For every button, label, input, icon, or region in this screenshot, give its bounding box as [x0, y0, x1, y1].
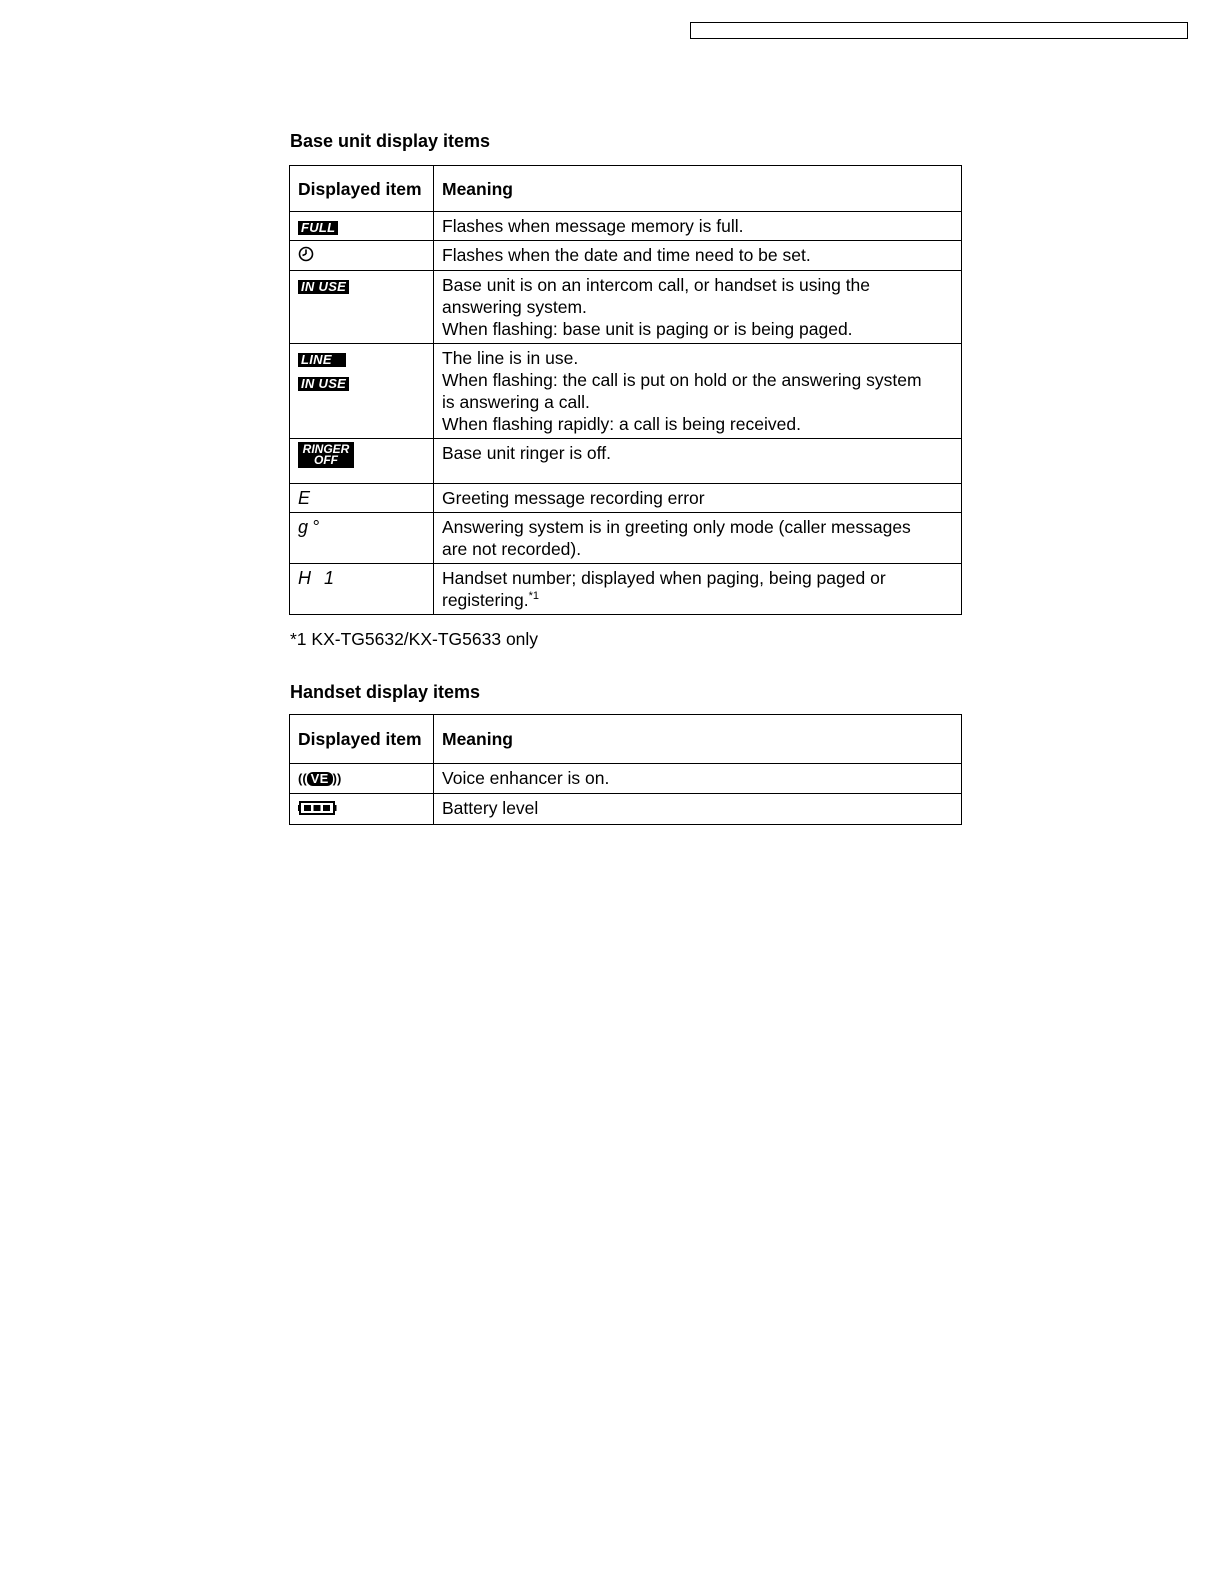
ringer-off-icon	[298, 442, 354, 468]
error-e-icon: E	[298, 488, 315, 509]
meaning-text: When flashing: the call is put on hold or the answering system	[442, 370, 922, 391]
meaning-text: Base unit is on an intercom call, or handset is using the	[442, 275, 871, 296]
table-row	[290, 764, 962, 794]
meaning-text: are not recorded).	[442, 539, 582, 560]
meaning-text: Base unit ringer is off.	[442, 443, 611, 464]
table-row	[290, 241, 962, 271]
table-row	[290, 484, 962, 513]
ve-badge: VE	[307, 772, 333, 786]
ringer-label: RINGER	[302, 442, 350, 457]
footnote-ref: *1	[528, 590, 539, 603]
battery-icon	[298, 799, 338, 821]
table-row	[290, 794, 962, 824]
clock-icon	[298, 245, 314, 267]
meaning-text	[442, 589, 953, 611]
in-use-icon: IN USE	[298, 280, 349, 294]
meaning-text-part: registering.	[442, 590, 529, 611]
sound-waves-right: ))	[332, 771, 342, 787]
meaning-text: When flashing: base unit is paging or is being paged.	[442, 319, 853, 340]
table-row	[290, 439, 962, 484]
table-header-row	[290, 715, 962, 764]
meaning-text: is answering a call.	[442, 392, 590, 413]
table-row	[290, 564, 962, 615]
meaning-text: The line is in use.	[442, 348, 579, 369]
handset-number-icon: H 1	[298, 568, 339, 589]
col-meaning: Meaning	[434, 166, 962, 212]
in-use-icon: IN USE	[298, 377, 349, 391]
base-section-title: Base unit display items	[290, 131, 491, 151]
handset-section-title: Handset display items	[290, 682, 481, 702]
footnote: *1 KX-TG5632/KX-TG5633 only	[290, 629, 539, 649]
meaning-text: answering system.	[442, 297, 587, 318]
header-box	[690, 22, 1188, 39]
meaning-text: Flashes when message memory is full.	[442, 216, 744, 236]
table-row	[290, 344, 962, 439]
handset-display-table	[289, 714, 962, 825]
col-displayed-item: Displayed item	[290, 715, 434, 764]
base-display-table	[289, 165, 962, 615]
meaning-text: Answering system is in greeting only mode (caller messages	[442, 517, 911, 538]
col-displayed-item: Displayed item	[290, 166, 434, 212]
voice-enhancer-icon	[298, 768, 341, 790]
full-icon: FULL	[298, 221, 338, 235]
off-label: OFF	[314, 453, 338, 468]
col-meaning: Meaning	[434, 715, 962, 764]
table-row	[290, 513, 962, 564]
meaning-text: Battery level	[442, 798, 539, 819]
greeting-only-icon: g°	[298, 517, 324, 538]
table-row	[290, 212, 962, 241]
table-row	[290, 271, 962, 344]
meaning-text: Handset number; displayed when paging, being paged or	[442, 568, 886, 589]
table-header-row	[290, 166, 962, 212]
sound-waves-left: ((	[298, 771, 307, 787]
meaning-text: Greeting message recording error	[442, 488, 705, 509]
meaning-text: Voice enhancer is on.	[442, 768, 610, 788]
meaning-text: Flashes when the date and time need to be set.	[442, 245, 811, 265]
line-icon: LINE	[298, 353, 346, 367]
meaning-text: When flashing rapidly: a call is being received.	[442, 414, 801, 435]
